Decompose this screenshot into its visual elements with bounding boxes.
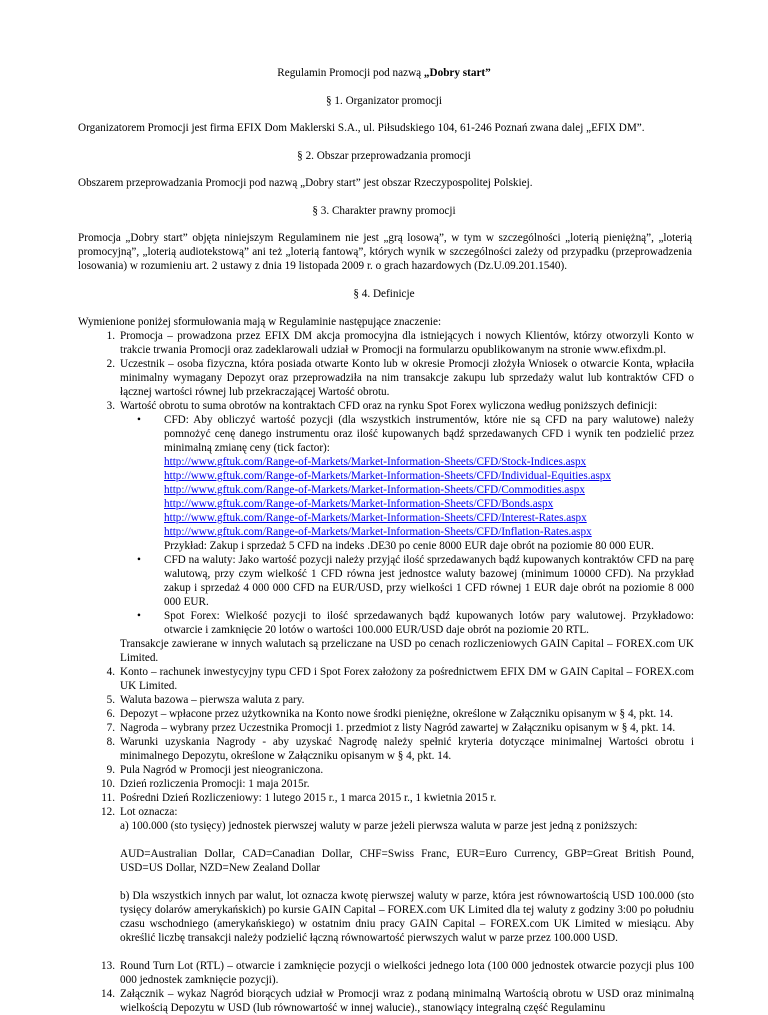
list-item: 8. Warunki uzyskania Nagrody - aby uzyskać Nagrodę należy spełnić kryteria dotyczące minimalnej Wartości obrotu i minimalnego Depozytu, określone w Załączniku opisanym w § 4, pkt. 14. xyxy=(106,736,694,762)
list-item: 6. Depozyt – wpłacone przez użytkownika na Konto nowe środki pieniężne, określone w Załączniku opisanym w § 4, pkt. 14. xyxy=(106,708,674,720)
bullet-cfd-fx: • CFD na waluty: Jako wartość pozycji należy przyjąć ilość sprzedawanych bądź kupowanych kontraktów CFD na parę walutową, przy czym wielkość 1 CFD równa jest jednostce waluty bazowej (minimum 10000 CFD). Na przykład zakup i sprzedaż 4 000 000 CFD na EUR/USD, przy wielkości 1 CFD równej 1 EUR daje obrót na poziomie 8 000 000 EUR. xyxy=(137,554,694,608)
link-individual-equities[interactable]: http://www.gftuk.com/Range-of-Markets/Market-Information-Sheets/CFD/Individual-Equities.aspx xyxy=(164,470,611,482)
list-item: 14. Załącznik – wykaz Nagród biorących udział w Promocji wraz z podaną minimalną Wartością obrotu w USD oraz minimalną wielkością Depozytu w USD (lub równowartość w innej walucie)., stanowiący integralną część Regulaminu xyxy=(101,988,694,1014)
section-4-intro: Wymienione poniżej sformułowania mają w Regulaminie następujące znaczenie: xyxy=(78,316,442,328)
section-3-text: Promocja „Dobry start” objęta niniejszym Regulaminem nie jest „grą losową”, w tym w szczególności „loterią pieniężną”, „loterią promocyjną”, „loterią audiotekstową” ani też „loterią fantową”, których wynik w szczególności zależy od przypadku (przeprowadzenia losowania) w rozumieniu art. 2 ustawy z dnia 19 listopada 2009 r. o grach hazardowych (Dz.U.09.201.1540). xyxy=(78,232,692,272)
definitions-list xyxy=(78,329,694,1015)
section-2-text: Obszarem przeprowadzania Promocji pod nazwą „Dobry start” jest obszar Rzeczypospolitej Polskiej. xyxy=(78,177,533,189)
link-commodities[interactable]: http://www.gftuk.com/Range-of-Markets/Market-Information-Sheets/CFD/Commodities.aspx xyxy=(164,484,585,496)
list-item: 2. Uczestnik – osoba fizyczna, która posiada otwarte Konto lub w okresie Promocji złożyła Wniosek o otwarcie Konta, wpłaciła minimalny wymagany Depozyt oraz przeprowadziła na nim transakcje zakupu lub sprzedaży walut lub kontraktów CFD o łącznej wartości równej lub przekraczającej Wartość obrotu. xyxy=(106,358,694,398)
bullet-icon: • xyxy=(137,414,141,426)
list-item: 9. Pula Nagród w Promocji jest nieograniczona. xyxy=(106,764,324,776)
document-title xyxy=(0,66,768,80)
list-item: 11. Pośredni Dzień Rozliczeniowy: 1 lutego 2015 r., 1 marca 2015 r., 1 kwietnia 2015 r. xyxy=(101,792,497,804)
list-item: 7. Nagroda – wybrany przez Uczestnika Promocji 1. przedmiot z listy Nagród zawartej w Załączniku opisanym w § 4, pkt. 14. xyxy=(106,722,676,734)
cfd-example: Przykład: Zakup i sprzedaż 5 CFD na indeks .DE30 po cenie 8000 EUR daje obrót na poziomie 80 000 EUR. xyxy=(164,540,654,552)
def12-currencies: AUD=Australian Dollar, CAD=Canadian Dollar, CHF=Swiss Franc, EUR=Euro Currency, GBP=Great British Pound, USD=US Dollar, NZD=New Zealand Dollar xyxy=(120,848,694,874)
link-inflation-rates[interactable]: http://www.gftuk.com/Range-of-Markets/Market-Information-Sheets/CFD/Inflation-Rates.aspx xyxy=(164,526,592,538)
bullet-icon: • xyxy=(137,610,141,622)
list-item: 4. Konto – rachunek inwestycyjny typu CFD i Spot Forex założony za pośrednictwem EFIX DM w GAIN Capital – FOREX.com UK Limited. xyxy=(106,666,694,692)
list-item: 12. Lot oznacza: xyxy=(101,806,178,818)
link-bonds[interactable]: http://www.gftuk.com/Range-of-Markets/Market-Information-Sheets/CFD/Bonds.aspx xyxy=(164,498,554,510)
title-bold: „Dobry start” xyxy=(423,67,491,79)
title-prefix: Regulamin Promocji pod nazwą xyxy=(277,67,424,79)
bullet-cfd: • CFD: Aby obliczyć wartość pozycji (dla wszystkich instrumentów, które nie są CFD na pary walutowe) należy pomnożyć cenę danego instrumentu oraz ilość kupowanych bądź sprzedawanych CFD i wynik ten podzielić przez minimalną zmianę ceny (tick factor): http://www.gftuk.com/Range-of-Markets/Market-Information-Sheets/CFD/Stock-Indices.aspx http://www.gftuk.com/Range-of-Markets/Market-Information-Sheets/CFD/Individual-Equities.aspx http://www.gftuk.com/Range-of-Markets/Market-Information-Sheets/CFD/Commodities.aspx http://www.gftuk.com/Range-of-Markets/Market-Information-Sheets/CFD/Bonds.aspx http://www.gftuk.com/Range-of-Markets/Market-Information-Sheets/CFD/Interest-Rates.aspx http://www.gftuk.com/Range-of-Markets/Market-Information-Sheets/CFD/Inflation-Rates.aspx Przykład: Zakup i sprzedaż 5 CFD na indeks .DE30 po cenie 8000 EUR daje obrót na poziomie 80 000 EUR. xyxy=(137,414,694,552)
link-interest-rates[interactable]: http://www.gftuk.com/Range-of-Markets/Market-Information-Sheets/CFD/Interest-Rates.aspx xyxy=(164,512,587,524)
bullet-icon: • xyxy=(137,554,141,566)
list-item: 13. Round Turn Lot (RTL) – otwarcie i zamknięcie pozycji o wielkości jednego lota (100 000 jednostek otwarcie pozycji plus 100 000 jednostek zamknięcie pozycji). xyxy=(101,960,694,986)
bullet-spot-forex: • Spot Forex: Wielkość pozycji to ilość sprzedawanych bądź kupowanych lotów pary walutowej. Przykładowo: otwarcie i zamknięcie 20 lotów o wartości 100.000 EUR/USD daje obrót na poziomie 20 RTL. xyxy=(137,610,694,636)
section-1-text: Organizatorem Promocji jest firma EFIX Dom Maklerski S.A., ul. Piłsudskiego 104, 61-246 Poznań zwana dalej „EFIX DM”. xyxy=(78,122,645,134)
list-item: 10. Dzień rozliczenia Promocji: 1 maja 2015r. xyxy=(101,778,310,790)
section-2-heading: § 2. Obszar przeprowadzania promocji xyxy=(297,150,471,162)
def3-tail: Transakcje zawierane w innych walutach są przeliczane na USD po cenach rozliczeniowych GAIN Capital – FOREX.com UK Limited. xyxy=(120,638,694,664)
section-1-heading: § 1. Organizator promocji xyxy=(326,95,442,107)
section-4-heading: § 4. Definicje xyxy=(353,288,415,300)
section-3-heading: § 3. Charakter prawny promocji xyxy=(312,205,456,217)
list-item: 5. Waluta bazowa – pierwsza waluta z pary. xyxy=(106,694,305,706)
def12-a: a) 100.000 (sto tysięcy) jednostek pierwszej waluty w parze jeżeli pierwsza waluta w parze jest jedną z poniższych: xyxy=(120,820,638,832)
link-stock-indices[interactable]: http://www.gftuk.com/Range-of-Markets/Market-Information-Sheets/CFD/Stock-Indices.aspx xyxy=(164,456,587,468)
list-item: 3. Wartość obrotu to suma obrotów na kontraktach CFD oraz na rynku Spot Forex wyliczona według poniższych definicji: xyxy=(106,400,658,412)
def12-b: b) Dla wszystkich innych par walut, lot oznacza kwotę pierwszej waluty w parze, która jest równowartością USD 100.000 (sto tysięcy dolarów amerykańskich) po kursie GAIN Capital – FOREX.com UK Limited dla tej waluty z godziny 3:00 po południu czasu wschodniego (amerykańskiego) w ostatnim dniu pracy GAIN Capital – FOREX.com UK Limited w miesiącu. Aby określić liczbę transakcji należy podzielić łączną równowartość pierwszych walut w parze przez 100.000 USD. xyxy=(120,890,694,944)
list-item: 1. Promocja – prowadzona przez EFIX DM akcja promocyjna dla istniejących i nowych Klientów, którzy otworzyli Konto w trakcie trwania Promocji oraz zadeklarowali udział w Promocji na formularzu opublikowanym na stronie www.efixdm.pl. xyxy=(106,330,694,356)
